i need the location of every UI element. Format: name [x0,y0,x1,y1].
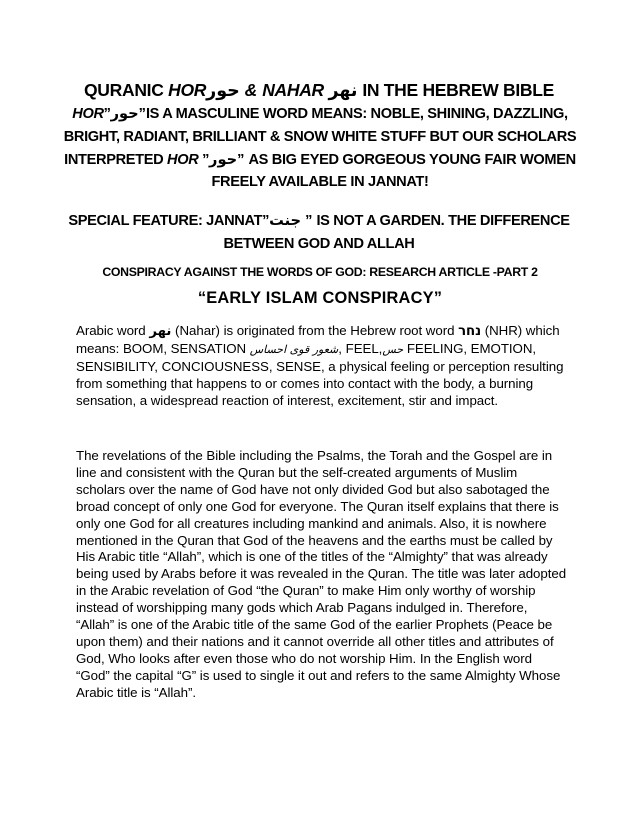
subheading-quote: ” [103,106,111,122]
special-text: SPECIAL FEATURE: JANNAT” [68,213,270,229]
title-hor: HOR [168,80,207,100]
para1-urdu-word: شعور قوی احساس [249,342,339,356]
para1-text-4: , FEEL, [338,340,383,356]
para1-nahar-arabic: نهر [149,324,172,339]
para1-text-3: (NHR) which means: BOOM, SENSATION [76,323,560,356]
subheading-hor-arabic-2: حور [209,150,238,168]
title-text-end: IN THE HEBREW BIBLE [357,80,554,100]
subheading-hor-arabic: حور [110,105,139,122]
para1-hebrew-word: נחר [458,324,482,339]
paragraph-2: The revelations of the Bible including the Psalms, the Torah and the Gospel are in line and consistent with the Quran but the self-created arguments of Muslim scholars over the name of God have not only divided God but also sabotaged the broad concept of only one God for everyone. The Quran itself explains that there is only one God for all creatures including mankind and animals. Also, it is nowhere mentioned in the Quran that God of the heavens and the earths must be called by His Arabic title “Allah”, which is one of the titles of the “Almighty” that was already being used by Arabs before it was revealed in the Quran. The title was later adopted in the Arabic revelation of God “the Quran” to make Him only worthy of worship instead of worshipping many gods which Arab Pagans indulged in. Therefore, “Allah” is one of the Arabic title of the same God of the earlier Prophets (Peace be upon them) and their nations and it cannot override all other titles and attributes of God, Who looks after even those who do not worship Him. In the English word “God” the capital “G” is used to single it out and refers to the same Almighty Whose Arabic title is “Allah”. [76,448,567,700]
subheading-text: ”IS A MASCULINE WORD MEANS: NOBLE, SHINING, DAZZLING, BRIGHT, RADIANT, BRILLIANT & SNOW WHITE STUFF BUT OUR SCHOLARS INTERPRETED [63,106,577,168]
para1-text: Arabic word [76,323,150,338]
paragraph-1 [76,323,568,410]
special-text-2: ” IS NOT A GARDEN. THE DIFFERENCE BETWEEN GOD AND ALLAH [223,213,570,252]
special-jannat-arabic: جنت [269,212,302,229]
document-title [40,79,598,102]
title-nahar-arabic: نهر [328,81,358,101]
subheading-hor: HOR [72,106,104,122]
title-text: QURANIC [84,80,169,100]
para1-text-5: FEELING, EMOTION, SENSIBILITY, CONCIOUSNESS, SENSE, a physical feeling or perception resulting from something that happens to or comes into contact with the body, a burning sensation, a widespread reaction of interest, excitement, stir and impact. [76,340,564,408]
title-hor-arabic: حور [206,81,240,101]
subheading [60,103,580,194]
subheading-text-2: ” AS BIG EYED GORGEOUS YOUNG FAIR WOMEN FREELY AVAILABLE IN JANNAT! [211,151,576,191]
title-ampersand: & [239,80,263,100]
conspiracy-line: CONSPIRACY AGAINST THE WORDS OF GOD: RESEARCH ARTICLE -PART 2 [102,265,538,279]
para1-urdu-word-2: حس [382,342,404,356]
section-title: “EARLY ISLAM CONSPIRACY” [197,289,443,307]
para1-text-2: (Nahar) is originated from the Hebrew root word [171,323,459,338]
title-nahar: NAHAR [262,80,324,100]
subheading-quote-2: ” [198,151,210,168]
special-feature-heading [58,210,580,256]
subheading-hor-2: HOR [167,151,199,168]
